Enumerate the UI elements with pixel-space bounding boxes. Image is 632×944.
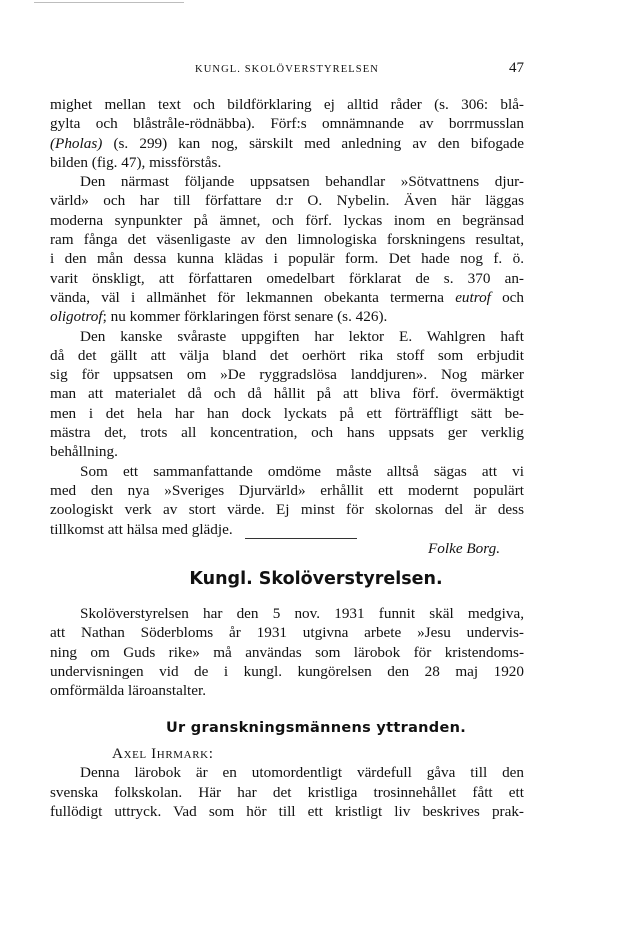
text-line: ram fånga det väsenligaste av den limnologiska forskningens resultat, (50, 231, 524, 249)
text-line: oligotrof; nu kommer förklaringen först senare (s. 426). (50, 308, 388, 326)
pholas-term: (Pholas) (50, 134, 103, 152)
author-name: Axel Ihrmark: (112, 745, 214, 762)
text-line: mighet mellan text och bildförklaring ej alltid råder (s. 306: blå- (50, 96, 524, 113)
text-line: moderna synpunkter på ämnet, och förf. lyckas inom en begränsad (50, 211, 524, 229)
page-number: 47 (509, 60, 524, 76)
text-line: svenska folkskolan. Här har det kristliga trosinnehållet fått ett (50, 783, 524, 801)
review-text (50, 95, 524, 558)
eutrof-term: eutrof (455, 288, 491, 306)
separator-rule (245, 538, 357, 539)
text-line: Skolöverstyrelsen har den 5 nov. 1931 funnit skäl medgiva, (80, 605, 524, 622)
text-line: mästra det, trots all koncentration, och hans uppsats ger verklig (50, 424, 524, 442)
page-header (44, 62, 530, 82)
text-line: att Nathan Söderbloms år 1931 utgivna arbete »Jesu undervis- (50, 624, 524, 642)
subsection-title: Ur granskningsmännens yttranden. (165, 720, 467, 736)
top-edge-line (34, 2, 184, 3)
subsection-text (50, 744, 524, 821)
text-line: gylta och blåstråle-rödnäbba). Förf:s omnämnande av borrmusslan (50, 115, 524, 133)
text-line: vända, väl i allmänhet för lekmannen obekanta termerna eutrof och (50, 288, 524, 306)
text-line: ning om Guds rike» må användas som lärobok för kristendoms- (50, 643, 524, 661)
text-line: Den kanske svåraste uppgiften har lektor E. Wahlgren haft (80, 327, 524, 345)
text-line: bilden (fig. 47), missförstås. (50, 153, 222, 171)
section-title: Kungl. Skolöverstyrelsen. (189, 569, 443, 589)
text-line: i den mån dessa kunna klädas i populär form. Det hade nog f. ö. (50, 250, 524, 268)
text-line: zoologiskt verk av stort värde. Ej minst för skolornas del är dess (50, 501, 524, 519)
text-line: man att materialet då och då hållit på att bliva förf. övermäktigt (50, 385, 524, 403)
text-line: Den närmast följande uppsatsen behandlar »Sötvattnens djur- (80, 173, 524, 191)
text-line: fullödigt uttryck. Vad som hör till ett kristligt liv beskrives prak- (50, 802, 524, 820)
text-line: sig för uppsatsen om »De ryggradslösa landdjuren». Nog märker (50, 366, 524, 384)
text-line: varit önskligt, att författaren omedelbart förklarat de s. 370 an- (50, 269, 524, 287)
text-line: med den nya »Sveriges Djurvärld» erhållit ett modernt populärt (50, 481, 524, 499)
text-line: värld» och har till författare d:r O. Nybelin. Även här läggas (50, 192, 524, 210)
text-line: då det gällt att välja bland det oerhört rika stoff som erbjudit (50, 346, 524, 364)
signature: Folke Borg. (428, 539, 500, 557)
text-line: (Pholas) (s. 299) kan nog, särskilt med anledning av den bifogade (50, 134, 524, 152)
text-line: omförmälda läroanstalter. (50, 682, 207, 700)
section-text (50, 604, 524, 700)
text-line: behållning. (50, 443, 118, 461)
text-line: Denna lärobok är en utomordentligt värdefull gåva till den (80, 764, 524, 782)
text-line: Som ett sammanfattande omdöme måste alltså sägas att vi (80, 462, 524, 480)
text-line: undervisningen vid de i kungl. kungörelsen den 28 maj 1920 (50, 662, 524, 680)
running-head: KUNGL. SKOLÖVERSTYRELSEN (195, 64, 379, 75)
oligotrof-term: oligotrof (50, 308, 103, 326)
text-line: men i det hela har han dock lyckats på ett förträffligt sätt be- (50, 404, 524, 422)
text-line: tillkomst att hälsa med glädje. (50, 520, 233, 538)
